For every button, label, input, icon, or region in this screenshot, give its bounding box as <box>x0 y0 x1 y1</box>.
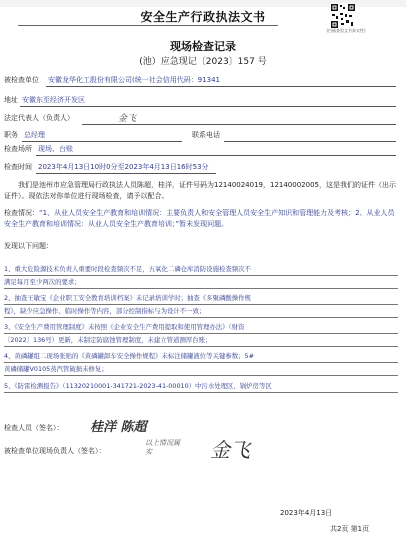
unit-signature-note: 以上情况属实 <box>145 439 180 456</box>
inspection-items-label: 检查情况： <box>4 209 39 217</box>
finding-line: 1、重大危险源技术负责人重要时段检查频次不足，五氧化二磷仓库消防设施检查频次不 <box>4 265 251 273</box>
finding-underline <box>4 362 398 363</box>
location-label: 检查场所 <box>4 145 32 153</box>
finding-underline <box>4 317 398 318</box>
finding-line: 满足每月至少两次的要求； <box>4 278 81 286</box>
position-line <box>22 141 182 142</box>
time-line <box>36 173 216 174</box>
finding-line: 2、抽查王敏宝《企业职工安全教育培训档案》未记录培训学时；抽查《多聚磷酸操作规 <box>4 294 251 302</box>
position-label: 职务 <box>4 131 18 139</box>
inspected-unit-line <box>46 86 396 87</box>
finding-line: 5、《防雷检测报告》（11320210001-341721-2023-41-00010）中污水处理区、锅炉房等区 <box>4 382 272 390</box>
document-number: (池）应急现记〔2023〕157 号 <box>139 57 267 67</box>
intro-paragraph: 我们是池州市应急管理局行政执法人员陈超，桂洋，证件号码为12140024019，12140002005，这是我们的证件（出示证件）。现依法对你单位进行现场检查，请予以配合。 <box>4 181 396 200</box>
header-rule <box>18 25 278 26</box>
finding-underline <box>4 346 398 347</box>
finding-underline <box>4 333 398 334</box>
qr-caption: (扫描查验文书真实性) <box>326 28 366 33</box>
legal-rep-label: 法定代表人（负责人） <box>4 114 74 122</box>
time-label: 检查时间 <box>4 163 32 171</box>
finding-line: 〔2022〕136号）更新，未制定防腐蚀管理制度，未建立管道测厚台账； <box>4 336 212 344</box>
inspection-items-paragraph <box>4 208 398 230</box>
document-title: 现场检查记录 <box>170 40 236 53</box>
inspected-unit-value: 安徽龙华化工股份有限公司(统一社会信用代码：91341 <box>48 76 220 84</box>
finding-underline <box>4 288 398 289</box>
inspector-signature: 桂洋 陈超 <box>90 420 147 435</box>
phone-line <box>224 141 396 142</box>
qr-code-icon <box>330 3 356 29</box>
legal-rep-value: 金飞 <box>118 114 137 124</box>
location-value: 现场、台账 <box>38 145 73 153</box>
finding-line: 4、黄磷罐组二现场张贴的《黄磷罐卸车安全操作规程》未标注储罐液位等关键参数；5# <box>4 352 254 360</box>
finding-line: 3、《安全生产费用管理制度》未按照《企业安全生产费用提取和使用管理办法》（财资 <box>4 323 245 331</box>
finding-line: 黄磷储罐V0105蒸汽管破损未修复； <box>4 365 108 373</box>
found-label: 发现以下问题： <box>4 242 53 250</box>
finding-underline <box>4 392 398 393</box>
inspected-unit-label: 被检查单位 <box>4 76 39 84</box>
position-value: 总经理 <box>24 131 45 139</box>
time-value: 2023年4月13日10时0分至2023年4月13日16时53分 <box>38 163 209 171</box>
page-indicator: 共2页 第1页 <box>330 525 370 533</box>
finding-underline <box>4 275 398 276</box>
inspection-items-text: “1、从业人员安全生产教育和培训情况：主要负责人和安全管理人员安全生产知识和管理能力及考核；2、从业人员安全生产教育和培训情况：从业人员安全生产教育培训；”暂未发现问题。 <box>4 209 395 228</box>
unit-signature-label: 被检查单位现场负责人（签名）： <box>4 447 106 455</box>
unit-signature: 金飞 <box>210 438 250 462</box>
location-line <box>36 155 396 156</box>
address-value: 安徽东至经济开发区 <box>22 96 85 104</box>
document-header: 安全生产行政执法文书 <box>140 10 266 24</box>
document-date: 2023年4月13日 <box>280 509 333 517</box>
finding-line: 程》，缺少应急操作、临时操作等内容，部分控制指标与为设计不一致； <box>4 307 206 315</box>
finding-underline <box>4 304 398 305</box>
phone-label: 联系电话 <box>192 131 220 139</box>
inspector-signature-label: 检查人员（签名）： <box>4 424 64 432</box>
legal-rep-line <box>82 124 396 125</box>
finding-underline <box>4 375 398 376</box>
address-line <box>20 106 396 107</box>
address-label: 地址 <box>4 96 18 104</box>
